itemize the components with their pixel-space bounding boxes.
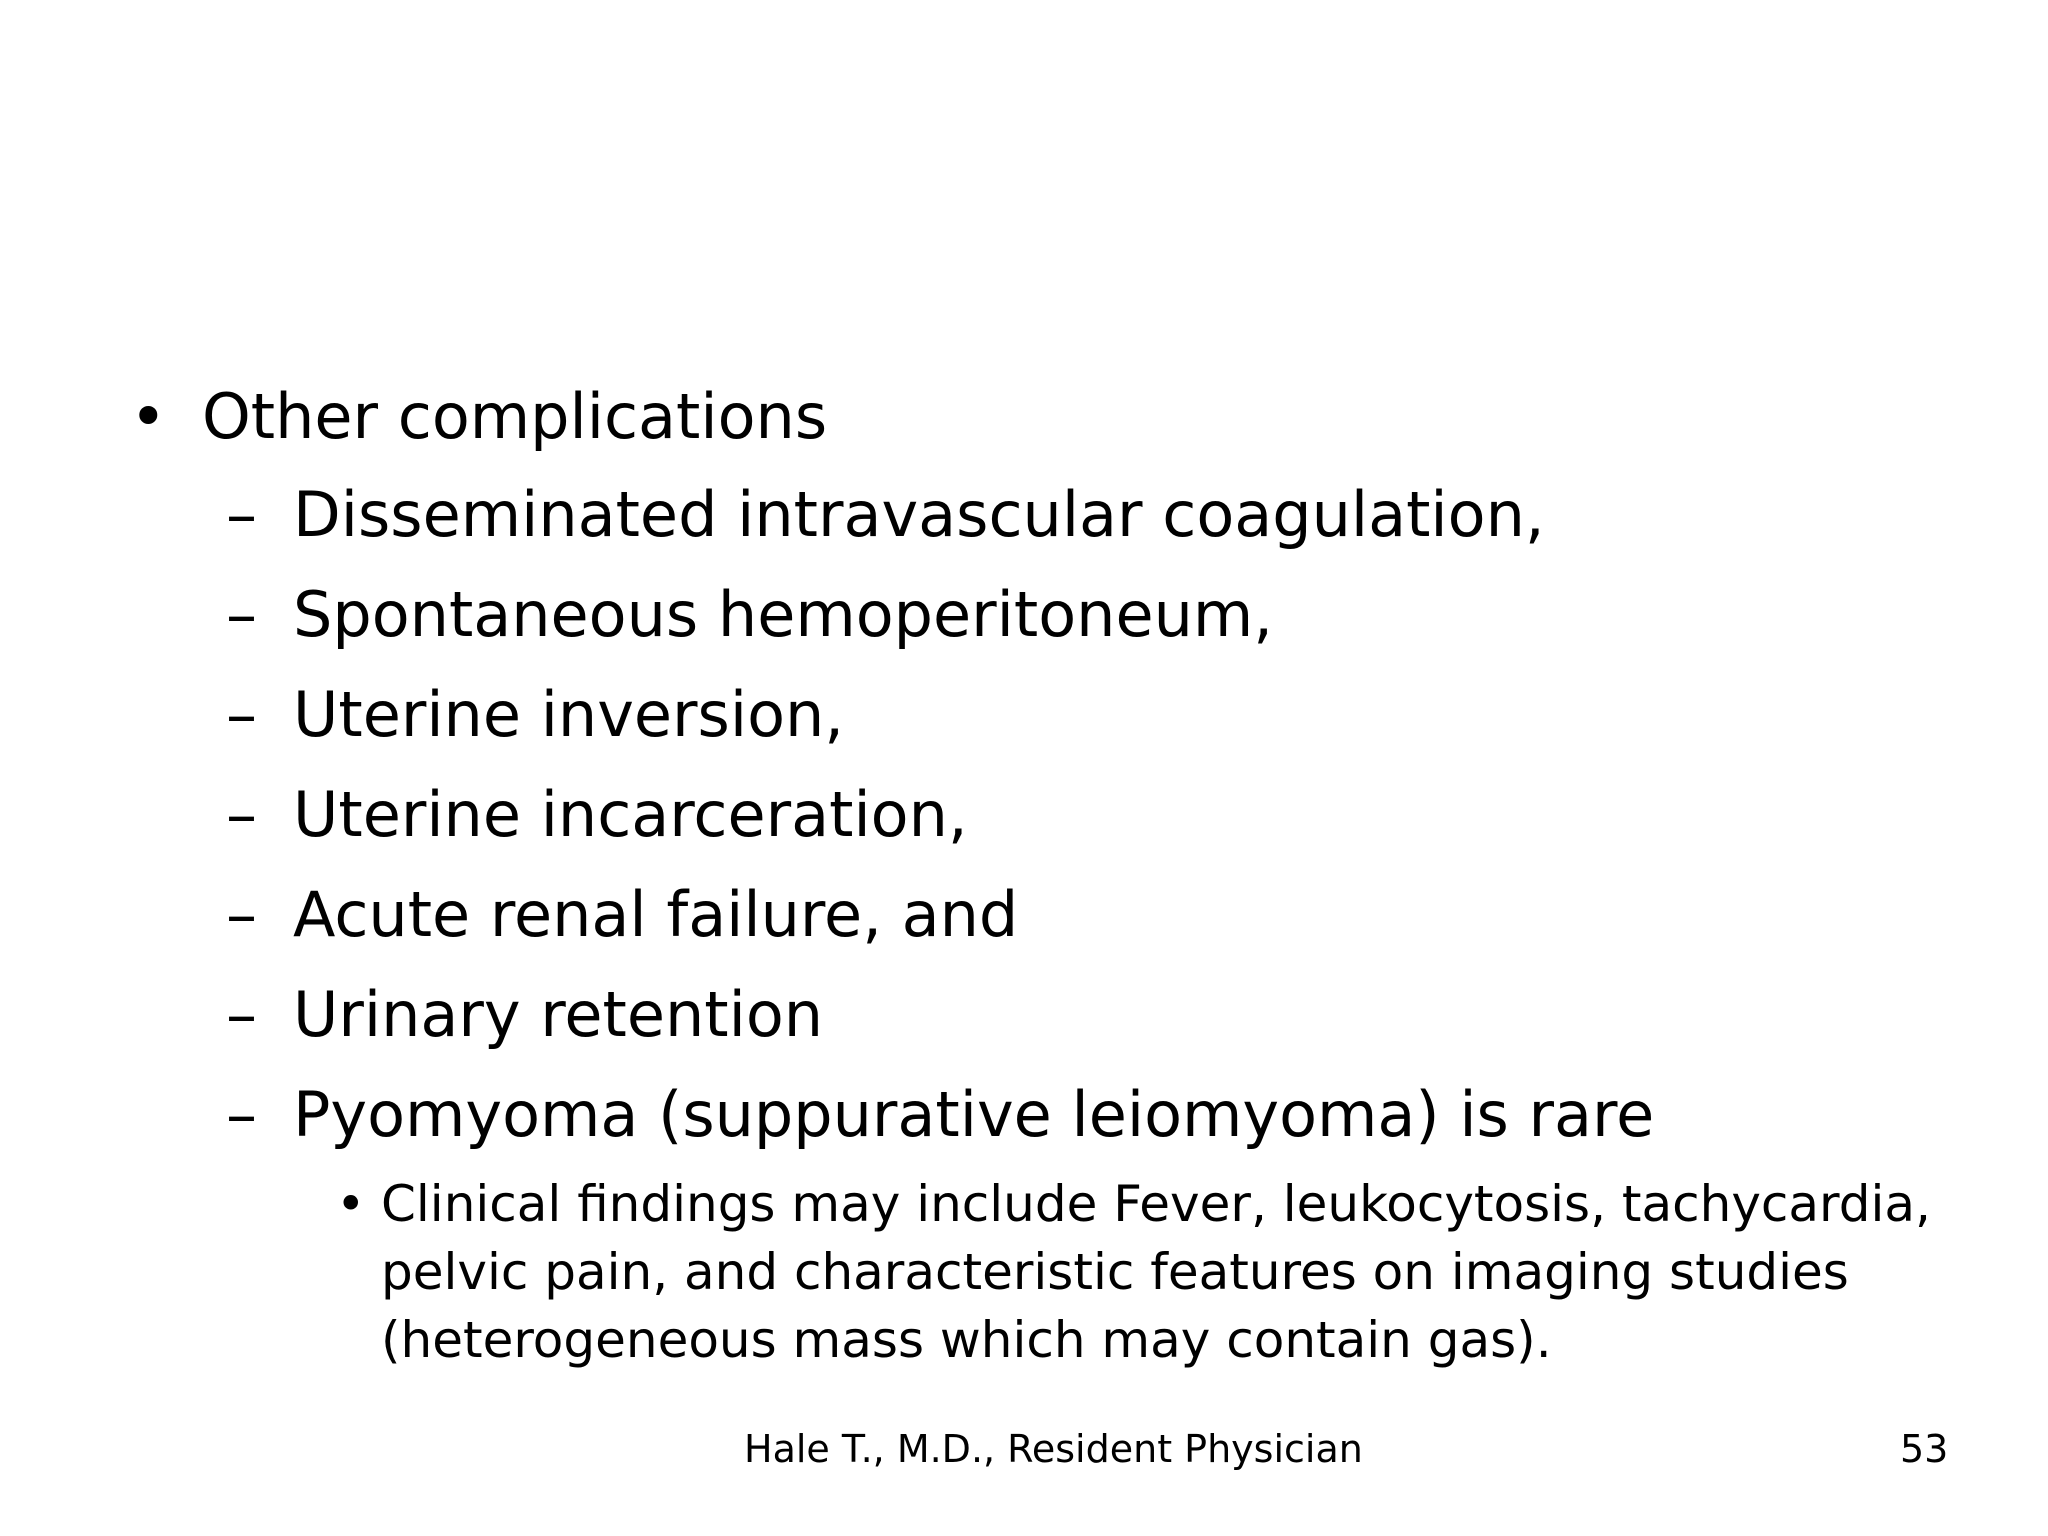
dash-icon: – — [226, 478, 257, 551]
dash-icon: – — [226, 1078, 257, 1151]
sub-item-text: Uterine inversion, — [293, 678, 845, 751]
bullet-icon: • — [130, 380, 167, 453]
dash-icon: – — [226, 878, 257, 951]
bullet-text: Other complications — [202, 380, 828, 453]
sub-item-text: Uterine incarceration, — [293, 778, 968, 851]
slide-number: 53 — [1900, 1427, 1949, 1471]
footer-author: Hale T., M.D., Resident Physician — [744, 1427, 1363, 1471]
dash-icon: – — [226, 678, 257, 751]
sub-item-text: Pyomyoma (suppurative leiomyoma) is rare — [293, 1078, 1655, 1151]
sub-item-text: Acute renal failure, and — [293, 878, 1019, 951]
dash-icon: – — [226, 578, 257, 651]
dash-icon: – — [226, 778, 257, 851]
sub-item-text: Spontaneous hemoperitoneum, — [293, 578, 1273, 651]
sub-item-text: Disseminated intravascular coagulation, — [293, 478, 1545, 551]
sub-sub-item-text: Clinical findings may include Fever, leukocytosis, tachycardia, pelvic pain, and characteristic features on imaging studies (heterogeneous mass which may contain gas). — [381, 1175, 1931, 1369]
dash-icon: – — [226, 978, 257, 1051]
sub-item-text: Urinary retention — [293, 978, 824, 1051]
bullet-icon: • — [336, 1175, 366, 1233]
